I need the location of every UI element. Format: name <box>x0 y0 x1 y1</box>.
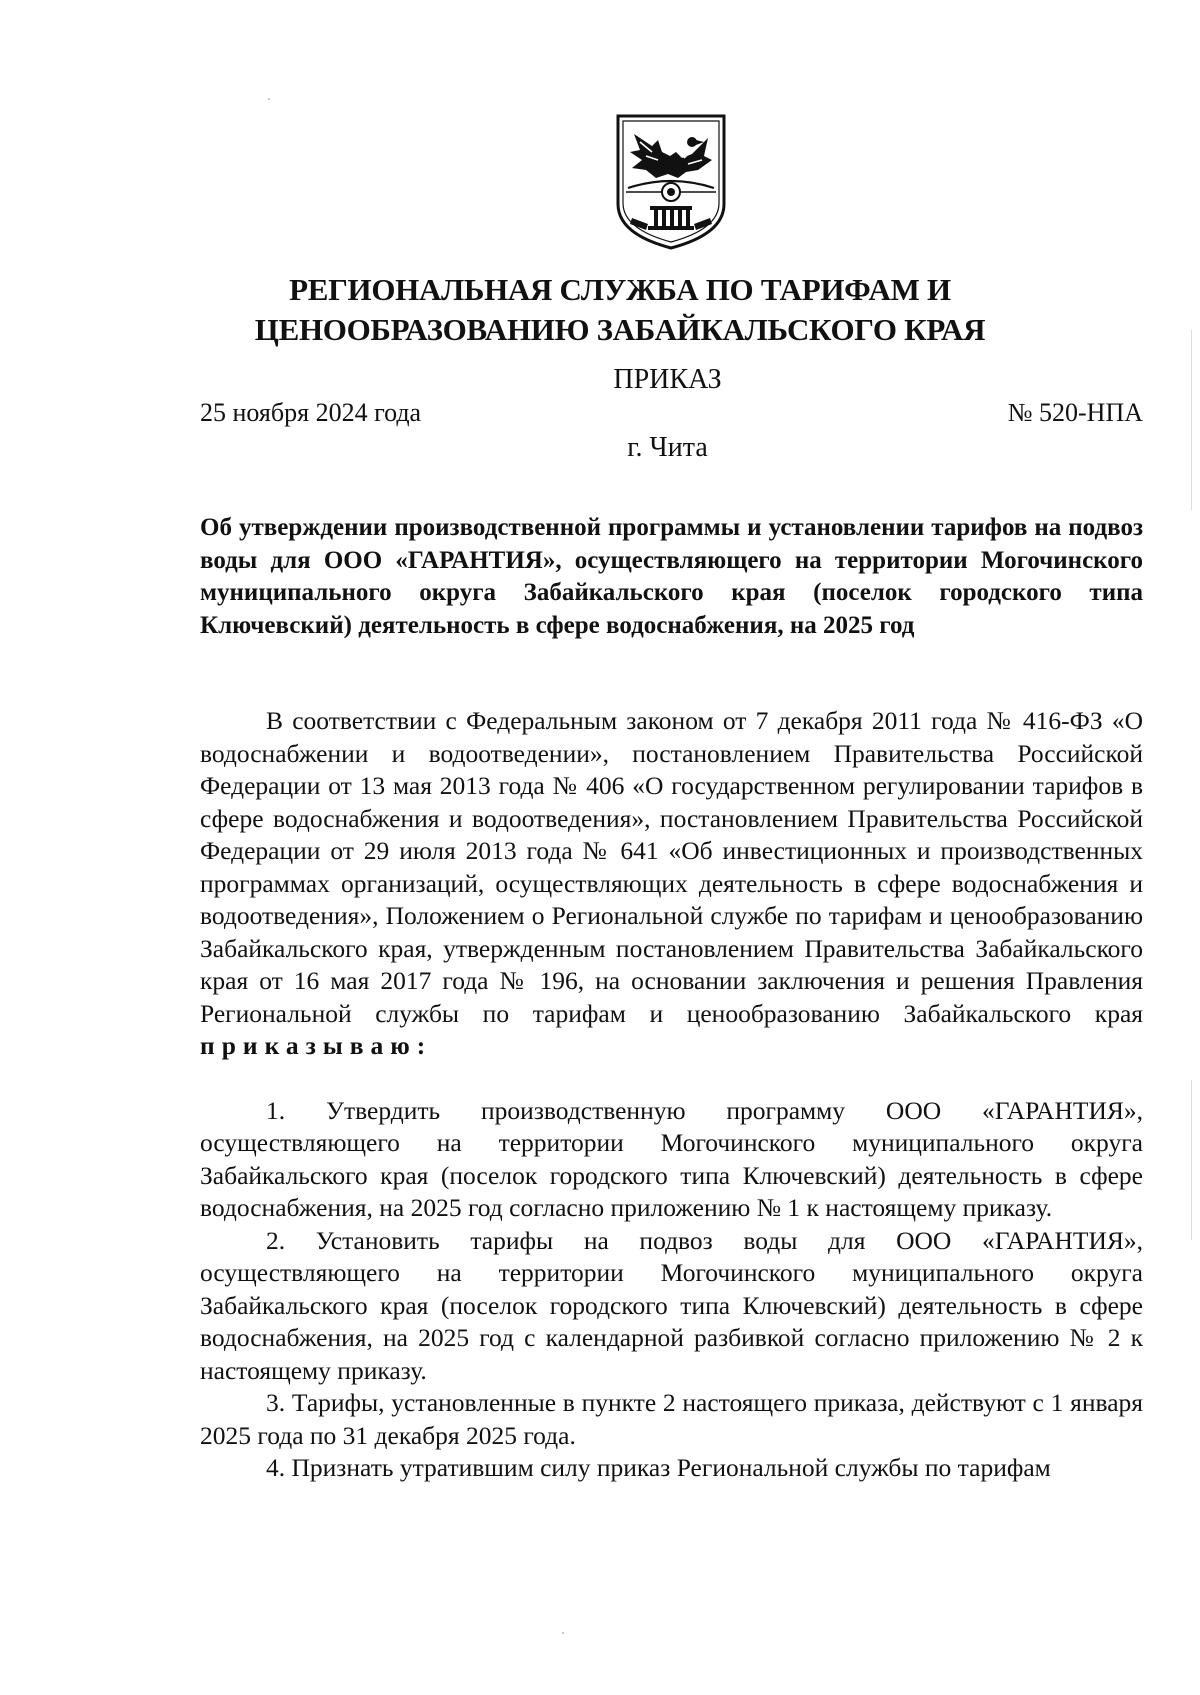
document-date: 25 ноября 2024 года <box>200 398 422 427</box>
order-item-2: 2. Установить тарифы на подвоз воды для ООО «ГАРАНТИЯ», осуществляющего на территории Могочинского муниципального округа Забайкальского края (поселок городского типа Ключевский) деятельность в сфере водоснабжения, на 2025 год с календарной разбивкой согласно приложению № 2 к настоящему приказу. <box>200 1225 1143 1385</box>
scan-edge-mark <box>1191 1080 1192 1240</box>
preamble-text: В соответствии с Федеральным законом от 7 декабря 2011 года № 416-ФЗ «О водоснабжении и водоотведении», постановлением Правительства Российской Федерации от 13 мая 2013 года № 406 «О государственном регулировании тарифов в сфере водоснабжения и водоотведения», постановлением Правительства Российской Федерации от 29 июля 2013 года № 641 «Об инвестиционных и производственных программах организаций, осуществляющих деятельность в сфере водоснабжения и водоотведения», Положением о Региональной службе по тарифам и ценообразованию Забайкальского края, утвержденным постановлением Правительства Забайкальского края от 16 мая 2017 года № 196, на основании заключения и решения Правления Региональной службы по тарифам и ценообразованию Забайкальского края <box>200 706 1143 1028</box>
order-item-4: 4. Признать утратившим силу приказ Региональной службы по тарифам <box>266 1453 1051 1482</box>
organization-title-line-1: РЕГИОНАЛЬНАЯ СЛУЖБА ПО ТАРИФАМ И <box>289 272 951 307</box>
order-item-3: 3. Тарифы, установленные в пункте 2 настоящего приказа, действуют с 1 января 2025 года по 31 декабря 2025 года. <box>200 1388 1143 1450</box>
organization-title-line-2: ЦЕНООБРАЗОВАНИЮ ЗАБАЙКАЛЬСКОГО КРАЯ <box>254 312 986 347</box>
document-city: г. Чита <box>627 432 708 463</box>
organization-title <box>240 270 1000 350</box>
document-body <box>200 705 1143 1485</box>
document-subject: Об утверждении производственной программы и установлении тарифов на подвоз воды для ООО «ГАРАНТИЯ», осуществляющего на территории Могочинского муниципального округа Забайкальского края (поселок городского типа Ключевский) деятельность в сфере водоснабжения, на 2025 год <box>200 514 1143 639</box>
scan-speck <box>268 98 270 100</box>
decree-word: приказываю: <box>200 1031 433 1060</box>
preamble-paragraph <box>200 705 1143 1063</box>
order-item-1: 1. Утвердить производственную программу ООО «ГАРАНТИЯ», осуществляющего на территории Могочинского муниципального округа Забайкальского края (поселок городского типа Ключевский) деятельность в сфере водоснабжения, на 2025 год согласно приложению № 1 к настоящему приказу. <box>200 1095 1143 1222</box>
document-number: № 520-НПА <box>1007 398 1143 427</box>
scan-edge-mark <box>1191 330 1192 510</box>
zabaikalsky-coat-of-arms-icon <box>612 112 730 252</box>
document-type: ПРИКАЗ <box>613 364 722 395</box>
scan-speck <box>562 1632 564 1634</box>
